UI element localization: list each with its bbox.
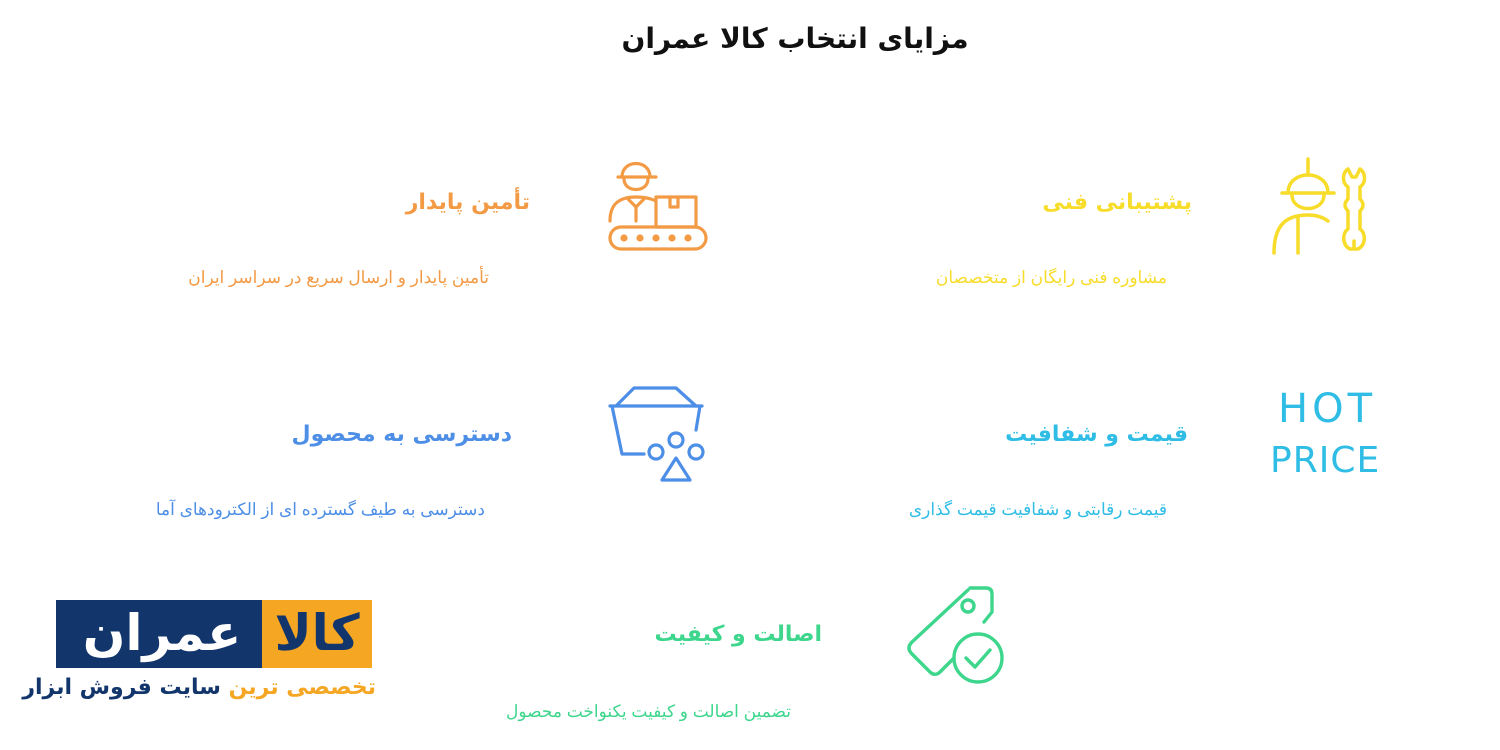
feature-support-desc: مشاوره فنی رایگان از متخصصان (935, 268, 1167, 287)
feature-price-desc: قیمت رقابتی و شفافیت قیمت گذاری (908, 500, 1167, 519)
feature-supply-desc: تأمین پایدار و ارسال سریع در سراسر ایران (188, 268, 489, 287)
basket-icon (606, 386, 706, 486)
hot-label: HOT (1278, 386, 1376, 432)
price-label: PRICE (1270, 440, 1381, 481)
feature-price-title: قیمت و شفافیت (1005, 422, 1188, 447)
logo-tagline-part2: سایت فروش ابزار (22, 675, 221, 700)
logo-brand-part2: عمران (82, 604, 242, 662)
logo-tagline (22, 672, 376, 704)
feature-access-desc: دسترسی به طیف گسترده ای از الکترودهای آما (155, 500, 485, 519)
page-title: مزایای انتخاب کالا عمران (621, 22, 969, 55)
feature-access-title: دسترسی به محصول (291, 422, 512, 447)
worker-conveyor-box-icon (606, 155, 708, 253)
logo-tagline-part1: تخصصی ترین (228, 675, 376, 700)
feature-quality-desc: تضمین اصالت و کیفیت یکنواخت محصول (506, 702, 791, 721)
feature-supply-title: تأمین پایدار (405, 190, 530, 215)
feature-support-title: پشتیبانی فنی (1042, 190, 1192, 215)
technician-wrench-icon (1270, 155, 1375, 255)
tag-check-icon (906, 586, 1008, 688)
logo-brand-part1: کالا (274, 604, 360, 662)
feature-quality-title: اصالت و کیفیت (654, 622, 822, 647)
